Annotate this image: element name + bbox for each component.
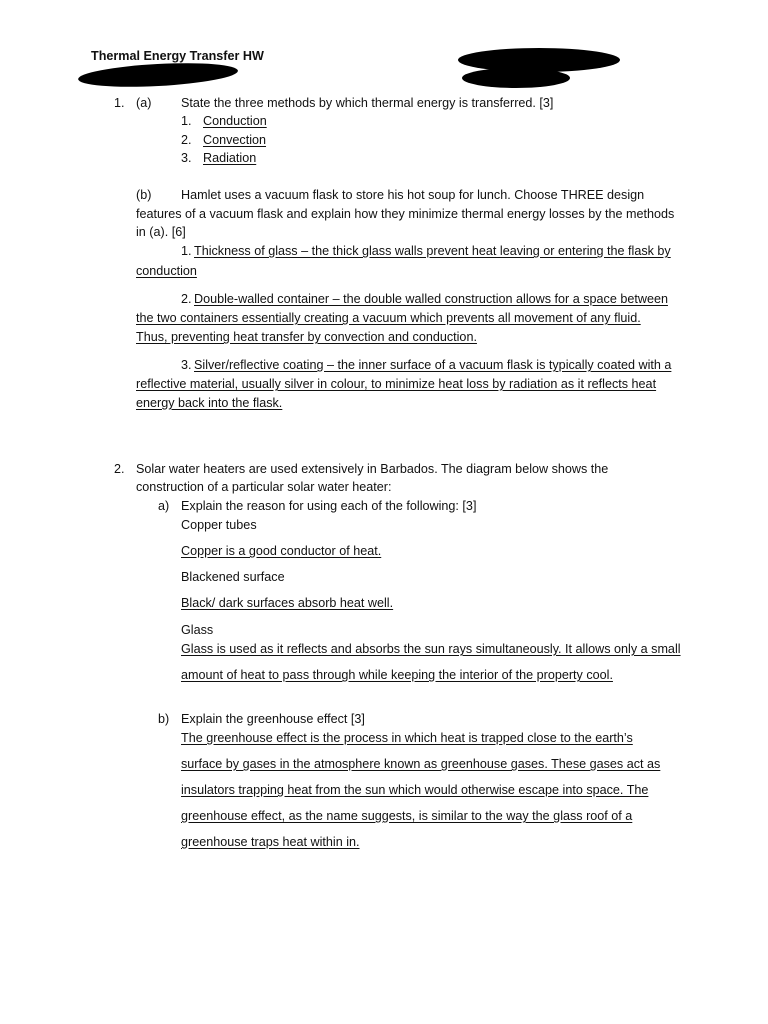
answer-text: Convection	[203, 133, 267, 147]
question-number: 2.	[114, 462, 125, 476]
question-text: Hamlet uses a vacuum flask to store his hot soup for lunch. Choose THREE design	[181, 188, 645, 202]
part-label: b)	[158, 712, 170, 726]
question-text: Explain the reason for using each of the following: [3]	[181, 499, 477, 513]
answer-text: Silver/reflective coating – the inner surface of a vacuum flask is typically coated with a	[194, 358, 672, 372]
answer-text: Copper is a good conductor of heat.	[181, 544, 382, 558]
question-text: Solar water heaters are used extensively in Barbados. The diagram below shows the	[136, 462, 609, 476]
answer-text: Thus, preventing heat transfer by convection and conduction.	[136, 330, 477, 344]
answer-text: the two containers essentially creating a vacuum which prevents all movement of any fluid.	[136, 311, 641, 325]
question-number: 1.	[114, 96, 125, 110]
answer-text: amount of heat to pass through while keeping the interior of the property cool.	[181, 668, 613, 682]
item-label: Blackened surface	[181, 570, 285, 584]
answer-text: The greenhouse effect is the process in which heat is trapped close to the earth’s	[181, 731, 633, 745]
document-title: Thermal Energy Transfer HW	[91, 49, 264, 63]
part-label: (b)	[136, 188, 152, 202]
question-text: in (a). [6]	[136, 225, 186, 239]
answer-text: conduction	[136, 264, 197, 278]
question-text: Explain the greenhouse effect [3]	[181, 712, 365, 726]
question-text: features of a vacuum flask and explain how they minimize thermal energy losses by the methods	[136, 207, 675, 221]
answer-text: surface by gases in the atmosphere known as greenhouse gases. These gases act as	[181, 757, 661, 771]
question-text: State the three methods by which thermal energy is transferred. [3]	[181, 96, 554, 110]
list-number: 1.	[181, 114, 192, 128]
part-label: a)	[158, 499, 170, 513]
list-number: 2.	[181, 292, 192, 306]
question-text: construction of a particular solar water heater:	[136, 480, 392, 494]
list-number: 3.	[181, 358, 192, 372]
redaction-blot	[462, 68, 570, 88]
item-label: Glass	[181, 623, 214, 637]
answer-text: greenhouse traps heat within in.	[181, 835, 360, 849]
answer-text: energy back into the flask.	[136, 396, 283, 410]
answer-text: Radiation	[203, 151, 257, 165]
answer-text: reflective material, usually silver in colour, to minimize heat loss by radiation as it reflects heat	[136, 377, 657, 391]
part-label: (a)	[136, 96, 152, 110]
answer-text: Thickness of glass – the thick glass walls prevent heat leaving or entering the flask by	[194, 244, 671, 258]
item-label: Copper tubes	[181, 518, 257, 532]
answer-text: Double-walled container – the double walled construction allows for a space between	[194, 292, 668, 306]
answer-text: Conduction	[203, 114, 267, 128]
answer-text: insulators trapping heat from the sun which would otherwise escape into space. The	[181, 783, 649, 797]
answer-text: greenhouse effect, as the name suggests, is similar to the way the glass roof of a	[181, 809, 633, 823]
list-number: 3.	[181, 151, 192, 165]
list-number: 2.	[181, 133, 192, 147]
answer-text: Glass is used as it reflects and absorbs the sun rays simultaneously. It allows only a small	[181, 642, 681, 656]
list-number: 1.	[181, 244, 192, 258]
answer-text: Black/ dark surfaces absorb heat well.	[181, 596, 394, 610]
